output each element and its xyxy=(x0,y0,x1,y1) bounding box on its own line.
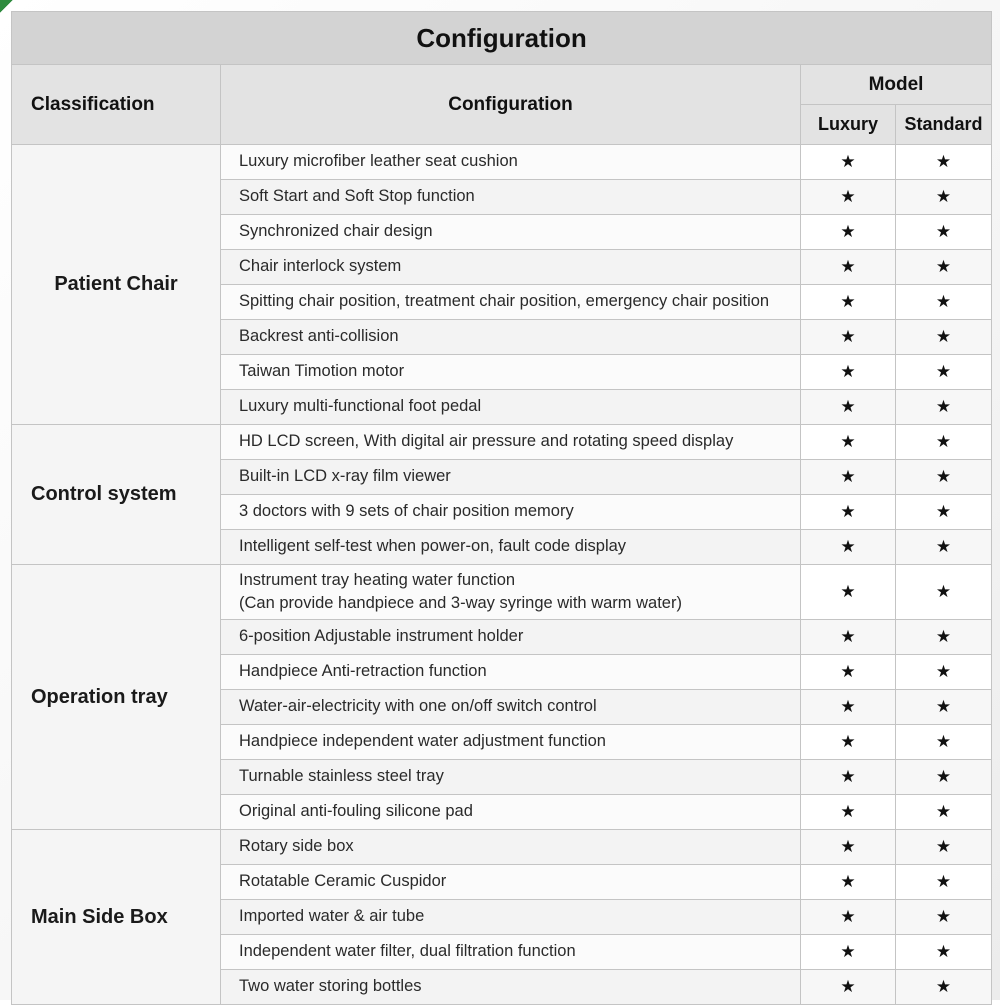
table-row xyxy=(12,145,992,180)
luxury-star: ★ xyxy=(801,565,896,620)
luxury-star: ★ xyxy=(801,935,896,970)
group-operation-tray: Operation tray xyxy=(12,565,221,830)
header-standard: Standard xyxy=(896,105,992,145)
header-model: Model xyxy=(801,65,992,105)
feature-cell: Handpiece Anti-retraction function xyxy=(221,655,801,690)
header-luxury: Luxury xyxy=(801,105,896,145)
standard-star: ★ xyxy=(896,620,992,655)
luxury-star: ★ xyxy=(801,830,896,865)
luxury-star: ★ xyxy=(801,690,896,725)
feature-cell: Backrest anti-collision xyxy=(221,320,801,355)
luxury-star: ★ xyxy=(801,495,896,530)
table-row xyxy=(12,830,992,865)
luxury-star: ★ xyxy=(801,970,896,1005)
feature-cell: Imported water & air tube xyxy=(221,900,801,935)
standard-star: ★ xyxy=(896,250,992,285)
luxury-star: ★ xyxy=(801,530,896,565)
standard-star: ★ xyxy=(896,285,992,320)
standard-star: ★ xyxy=(896,970,992,1005)
feature-cell: Two water storing bottles xyxy=(221,970,801,1005)
luxury-star: ★ xyxy=(801,320,896,355)
luxury-star: ★ xyxy=(801,355,896,390)
standard-star: ★ xyxy=(896,180,992,215)
feature-cell: 6-position Adjustable instrument holder xyxy=(221,620,801,655)
luxury-star: ★ xyxy=(801,865,896,900)
luxury-star: ★ xyxy=(801,425,896,460)
feature-cell: Luxury multi-functional foot pedal xyxy=(221,390,801,425)
standard-star: ★ xyxy=(896,760,992,795)
feature-line: Instrument tray heating water function xyxy=(239,570,516,589)
feature-cell: Luxury microfiber leather seat cushion xyxy=(221,145,801,180)
standard-star: ★ xyxy=(896,530,992,565)
standard-star: ★ xyxy=(896,320,992,355)
luxury-star: ★ xyxy=(801,900,896,935)
feature-line: (Can provide handpiece and 3-way syringe with warm water) xyxy=(239,594,682,612)
feature-cell: Chair interlock system xyxy=(221,250,801,285)
standard-star: ★ xyxy=(896,460,992,495)
table-row xyxy=(12,565,992,620)
luxury-star: ★ xyxy=(801,460,896,495)
standard-star: ★ xyxy=(896,865,992,900)
luxury-star: ★ xyxy=(801,655,896,690)
standard-star: ★ xyxy=(896,690,992,725)
feature-cell: Taiwan Timotion motor xyxy=(221,355,801,390)
feature-cell: Soft Start and Soft Stop function xyxy=(221,180,801,215)
feature-cell: Handpiece independent water adjustment function xyxy=(221,725,801,760)
feature-cell: Synchronized chair design xyxy=(221,215,801,250)
group-patient-chair: Patient Chair xyxy=(12,145,221,425)
luxury-star: ★ xyxy=(801,620,896,655)
feature-cell: Rotatable Ceramic Cuspidor xyxy=(221,865,801,900)
luxury-star: ★ xyxy=(801,180,896,215)
feature-cell: Independent water filter, dual filtration function xyxy=(221,935,801,970)
feature-cell: 3 doctors with 9 sets of chair position memory xyxy=(221,495,801,530)
feature-cell: HD LCD screen, With digital air pressure and rotating speed display xyxy=(221,425,801,460)
group-control-system: Control system xyxy=(12,425,221,565)
standard-star: ★ xyxy=(896,565,992,620)
luxury-star: ★ xyxy=(801,760,896,795)
luxury-star: ★ xyxy=(801,390,896,425)
header-classification: Classification xyxy=(12,65,221,145)
feature-cell: Rotary side box xyxy=(221,830,801,865)
luxury-star: ★ xyxy=(801,725,896,760)
configuration-table xyxy=(11,11,992,1005)
feature-cell: Turnable stainless steel tray xyxy=(221,760,801,795)
feature-cell: Water-air-electricity with one on/off switch control xyxy=(221,690,801,725)
luxury-star: ★ xyxy=(801,795,896,830)
standard-star: ★ xyxy=(896,390,992,425)
standard-star: ★ xyxy=(896,425,992,460)
luxury-star: ★ xyxy=(801,145,896,180)
table-title: Configuration xyxy=(12,12,992,65)
luxury-star: ★ xyxy=(801,285,896,320)
luxury-star: ★ xyxy=(801,250,896,285)
standard-star: ★ xyxy=(896,795,992,830)
feature-cell: Built-in LCD x-ray film viewer xyxy=(221,460,801,495)
standard-star: ★ xyxy=(896,935,992,970)
luxury-star: ★ xyxy=(801,215,896,250)
standard-star: ★ xyxy=(896,355,992,390)
feature-cell: Spitting chair position, treatment chair position, emergency chair position xyxy=(221,285,801,320)
table-row xyxy=(12,425,992,460)
header-configuration: Configuration xyxy=(221,65,801,145)
standard-star: ★ xyxy=(896,215,992,250)
standard-star: ★ xyxy=(896,900,992,935)
feature-cell: Original anti-fouling silicone pad xyxy=(221,795,801,830)
feature-cell: Intelligent self-test when power-on, fault code display xyxy=(221,530,801,565)
standard-star: ★ xyxy=(896,655,992,690)
standard-star: ★ xyxy=(896,495,992,530)
standard-star: ★ xyxy=(896,830,992,865)
standard-star: ★ xyxy=(896,725,992,760)
feature-cell-two-line xyxy=(221,565,801,620)
group-main-side-box: Main Side Box xyxy=(12,830,221,1005)
standard-star: ★ xyxy=(896,145,992,180)
